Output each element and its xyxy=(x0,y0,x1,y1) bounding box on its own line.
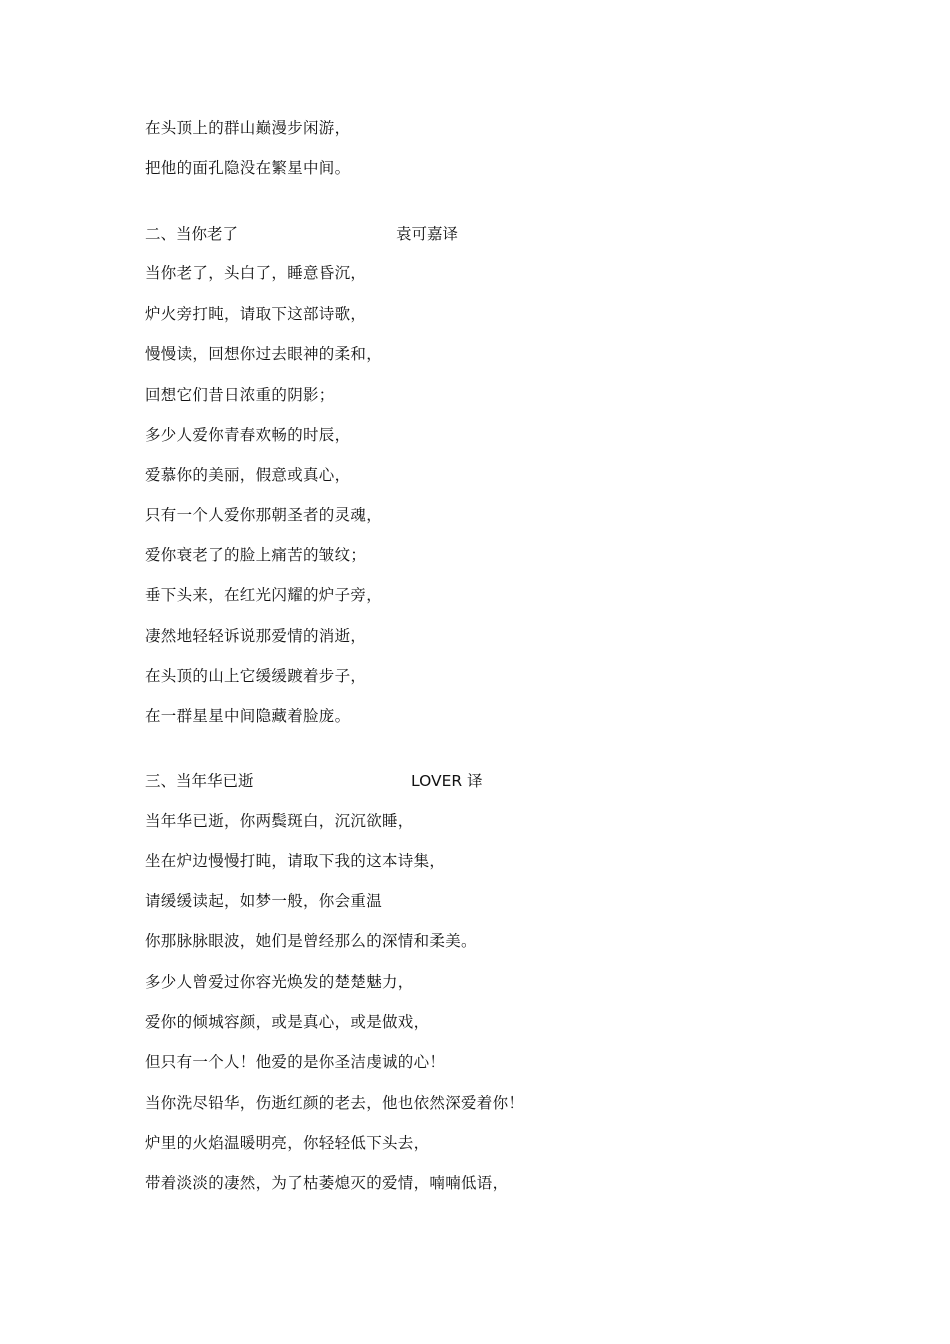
poem-line: 把他的面孔隐没在繁星中间。 xyxy=(145,159,351,177)
poem-line: 炉里的火焰温暖明亮，你轻轻低下头去， xyxy=(145,1134,430,1152)
poem-line: 坐在炉边慢慢打盹，请取下我的这本诗集， xyxy=(145,852,446,870)
section-title: 二、当你老了 xyxy=(145,225,239,243)
poem-line: 当你洗尽铅华，伤逝红颜的老去，他也依然深爱着你！ xyxy=(145,1094,525,1112)
poem-line: 当你老了，头白了，睡意昏沉， xyxy=(145,264,367,282)
poem-line: 爱你的倾城容颜，或是真心，或是做戏， xyxy=(145,1013,430,1031)
poem-line: 回想它们昔日浓重的阴影； xyxy=(145,386,335,404)
poem-line: 多少人曾爱过你容光焕发的楚楚魅力， xyxy=(145,973,414,991)
poem-line: 炉火旁打盹，请取下这部诗歌， xyxy=(145,305,367,323)
poem-line: 慢慢读，回想你过去眼神的柔和， xyxy=(145,345,383,363)
poem-line: 你那脉脉眼波，她们是曾经那么的深情和柔美。 xyxy=(145,932,477,950)
section-heading xyxy=(145,224,645,244)
poem-line: 在头顶上的群山巅漫步闲游， xyxy=(145,119,351,137)
section-title: 三、当年华已逝 xyxy=(145,772,254,790)
poem-line: 凄然地轻轻诉说那爱情的消逝， xyxy=(145,627,367,645)
poem-line: 爱慕你的美丽，假意或真心， xyxy=(145,466,351,484)
poem-line: 爱你衰老了的脸上痛苦的皱纹； xyxy=(145,546,367,564)
poem-line: 但只有一个人！他爱的是你圣洁虔诚的心！ xyxy=(145,1053,446,1071)
poem-line: 只有一个人爱你那朝圣者的灵魂， xyxy=(145,506,383,524)
poem-line: 多少人爱你青春欢畅的时辰， xyxy=(145,426,351,444)
section-heading xyxy=(145,771,645,791)
translator-credit: 袁可嘉译 xyxy=(396,225,459,243)
poem-line: 垂下头来，在红光闪耀的炉子旁， xyxy=(145,586,383,604)
poem-line: 请缓缓读起，如梦一般，你会重温 xyxy=(145,892,383,910)
poem-line: 当年华已逝，你两鬓斑白，沉沉欲睡， xyxy=(145,812,414,830)
poem-line: 带着淡淡的凄然，为了枯萎熄灭的爱情，喃喃低语， xyxy=(145,1174,509,1192)
poem-line: 在一群星星中间隐藏着脸庞。 xyxy=(145,707,351,725)
poem-line: 在头顶的山上它缓缓踱着步子， xyxy=(145,667,367,685)
translator-credit xyxy=(411,771,483,791)
translator-name: LOVER xyxy=(411,772,463,790)
translator-suffix: 译 xyxy=(462,772,483,790)
